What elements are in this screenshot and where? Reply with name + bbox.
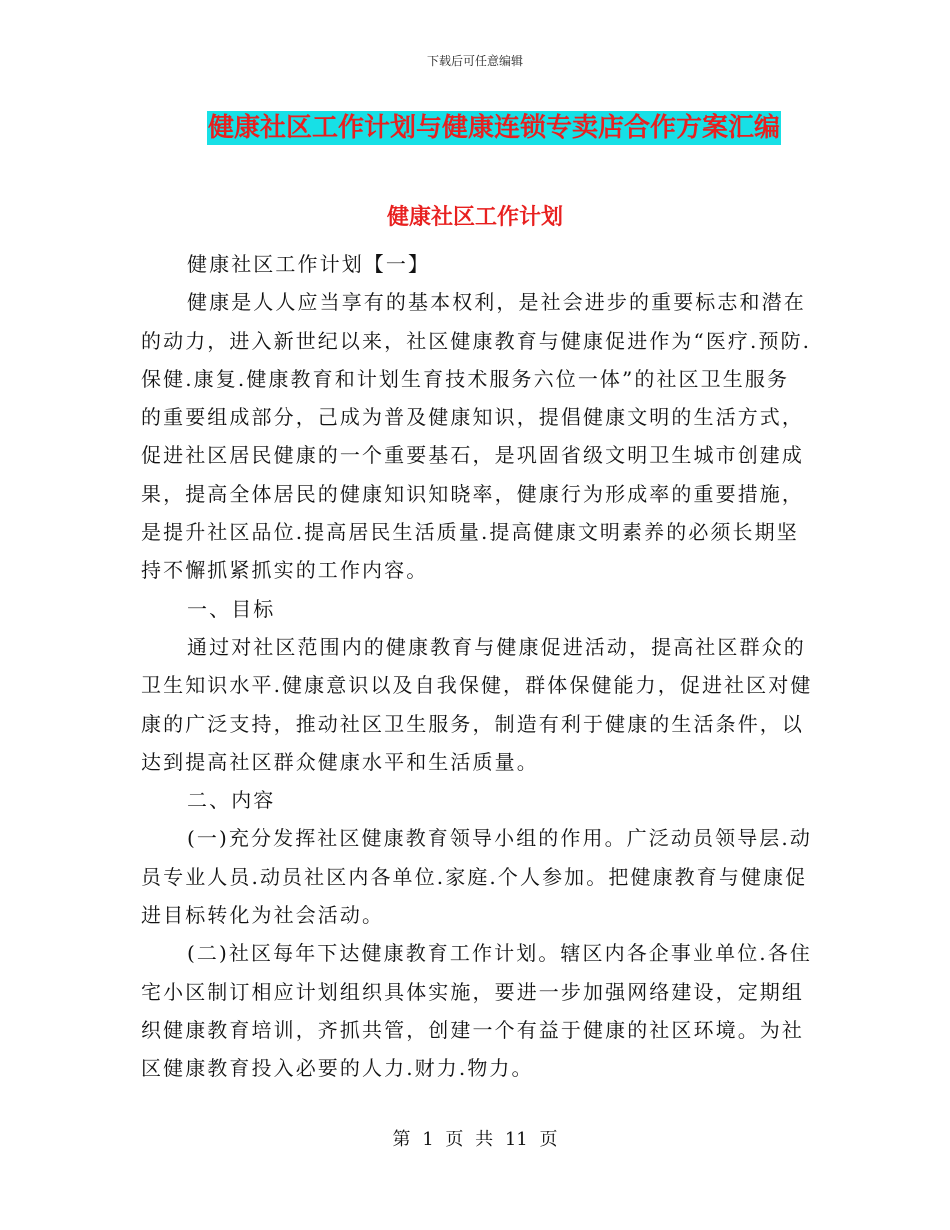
paragraph-line: (二)社区每年下达健康教育工作计划。辖区内各企事业单位.各住 xyxy=(187,941,812,966)
section-title: 健康社区工作计划 xyxy=(386,204,563,230)
paragraph-line: 果，提高全体居民的健康知识知晓率，健康行为形成率的重要措施， xyxy=(141,481,804,506)
heading-content: 二、内容 xyxy=(187,788,276,813)
subheading-plan-one: 健康社区工作计划【一】 xyxy=(187,252,431,276)
paragraph-line: 织健康教育培训，齐抓共管，创建一个有益于健康的社区环境。为社 xyxy=(141,1017,804,1042)
paragraph-line: 宅小区制订相应计划组织具体实施，要进一步加强网络建设，定期组 xyxy=(141,979,804,1004)
paragraph-line: 持不懈抓紧抓实的工作内容。 xyxy=(141,558,429,583)
paragraph-line: 健康是人人应当享有的基本权利，是社会进步的重要标志和潜在 xyxy=(187,290,806,315)
paragraph-line: 卫生知识水平.健康意识以及自我保健，群体保健能力，促进社区对健 xyxy=(141,673,813,698)
paragraph-line: 促进社区居民健康的一个重要基石，是巩固省级文明卫生城市创建成 xyxy=(141,443,804,468)
download-note: 下载后可任意编辑 xyxy=(426,54,523,68)
page-footer: 第 1 页 共 11 页 xyxy=(392,1129,558,1150)
paragraph-line: 的动力，进入新世纪以来，社区健康教育与健康促进作为“医疗.预防. xyxy=(141,328,812,353)
paragraph-line: 保健.康复.健康教育和计划生育技术服务六位一体”的社区卫生服务 xyxy=(141,366,790,391)
heading-goals: 一、目标 xyxy=(187,596,276,621)
paragraph-line: 区健康教育投入必要的人力.财力.物力。 xyxy=(141,1056,534,1081)
paragraph-line: 的重要组成部分，己成为普及健康知识，提倡健康文明的生活方式， xyxy=(141,405,804,430)
paragraph-line: 康的广泛支持，推动社区卫生服务，制造有利于健康的生活条件，以 xyxy=(141,711,804,736)
paragraph-line: 员专业人员.动员社区内各单位.家庭.个人参加。把健康教育与健康促 xyxy=(141,864,808,889)
paragraph-line: 是提升社区品位.提高居民生活质量.提高健康文明素养的必须长期坚 xyxy=(141,520,799,545)
document-title: 健康社区工作计划与健康连锁专卖店合作方案汇编 xyxy=(208,113,781,143)
document-body xyxy=(141,245,813,1088)
paragraph-line: 通过对社区范围内的健康教育与健康促进活动，提高社区群众的 xyxy=(187,634,806,659)
paragraph-line: 达到提高社区群众健康水平和生活质量。 xyxy=(141,749,539,774)
paragraph-line: 进目标转化为社会活动。 xyxy=(141,903,385,928)
paragraph-line: (一)充分发挥社区健康教育领导小组的作用。广泛动员领导层.动 xyxy=(187,826,812,851)
